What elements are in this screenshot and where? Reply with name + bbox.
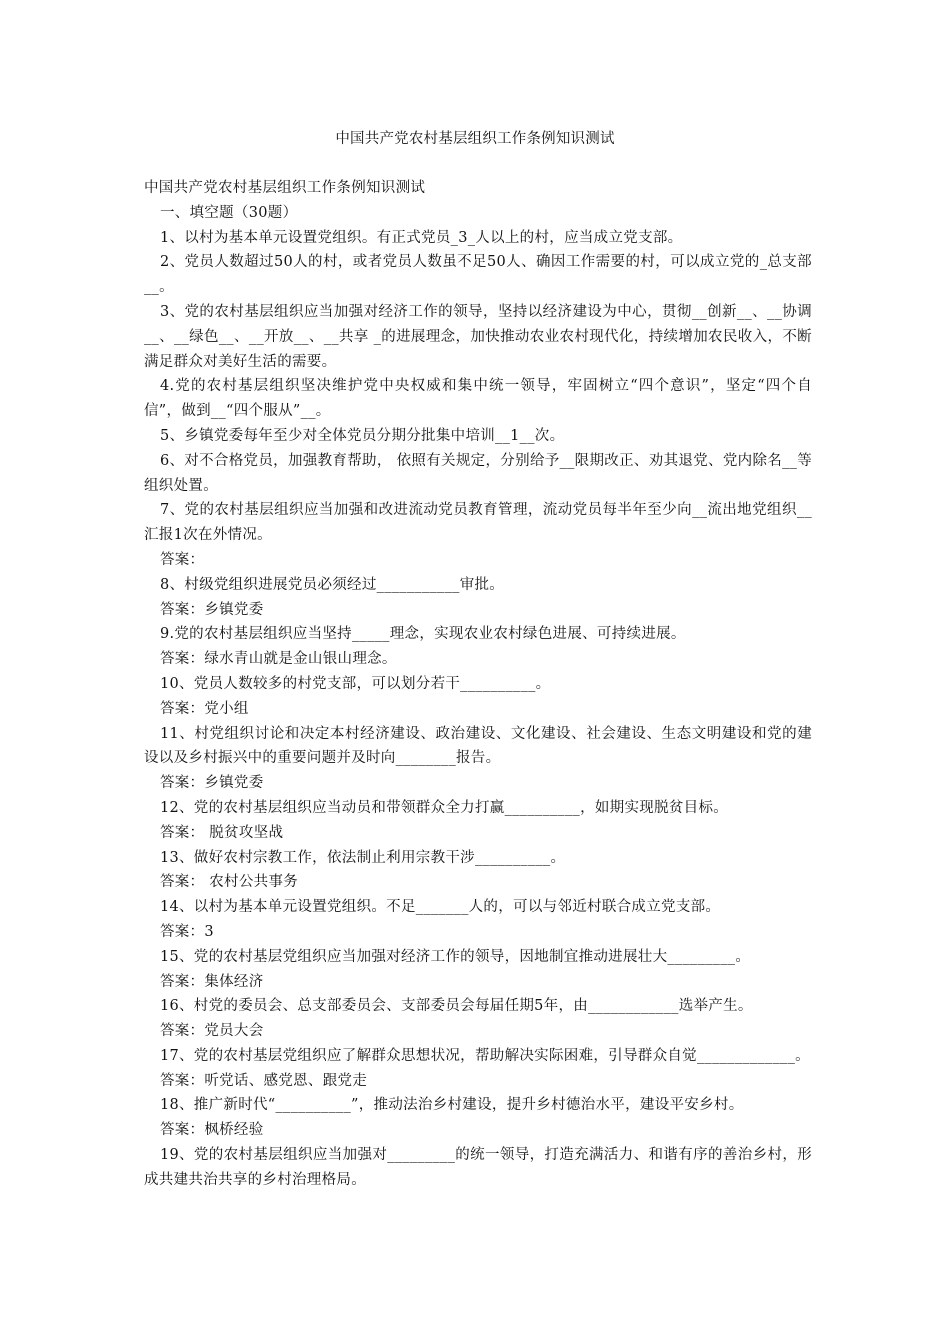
question-7: 7、党的农村基层组织应当加强和改进流动党员教育管理，流动党员每半年至少向__流出地党组织__汇报1次在外情况。 bbox=[144, 502, 812, 544]
answer-16: 答案：党员大会 bbox=[159, 1023, 264, 1040]
answer-10: 答案：党小组 bbox=[159, 700, 249, 717]
question-11: 11、村党组织讨论和决定本村经济建设、政治建设、文化建设、社会建设、生态文明建设和党的建设以及乡村振兴中的重要问题并及时向________报告。 bbox=[144, 725, 812, 767]
question-5: 5、乡镇党委每年至少对全体党员分期分批集中培训__1__次。 bbox=[159, 427, 565, 444]
question-15: 15、党的农村基层党组织应当加强对经济工作的领导，因地制宜推动进展壮大_________。 bbox=[159, 948, 751, 965]
document-body bbox=[144, 176, 812, 1193]
question-8: 8、村级党组织进展党员必须经过___________审批。 bbox=[159, 576, 505, 593]
question-18: 18、推广新时代“__________”，推动法治乡村建设，提升乡村德治水平，建设平安乡村。 bbox=[159, 1097, 744, 1114]
question-10: 10、党员人数较多的村党支部，可以划分若干__________。 bbox=[159, 675, 551, 692]
page-title: 中国共产党农村基层组织工作条例知识测试 bbox=[335, 131, 615, 147]
answer-12: 答案： 脱贫攻坚战 bbox=[159, 824, 284, 841]
answer-11: 答案：乡镇党委 bbox=[159, 775, 264, 792]
answer-14: 答案：3 bbox=[159, 923, 214, 940]
question-9: 9.党的农村基层组织应当坚持_____理念，实现农业农村绿色进展、可持续进展。 bbox=[159, 626, 686, 643]
answer-8: 答案：乡镇党委 bbox=[159, 601, 264, 618]
question-3: 3、党的农村基层组织应当加强对经济工作的领导，坚持以经济建设为中心，贯彻__创新__、__协调__、__绿色__、__开放__、__共享 _的进展理念，加快推动农业农村现代化，持续增加农民收入，不断满足群众对美好生活的需要。 bbox=[144, 303, 812, 370]
document-subtitle: 中国共产党农村基层组织工作条例知识测试 bbox=[144, 180, 426, 196]
question-2: 2、党员人数超过50人的村，或者党员人数虽不足50人、确因工作需要的村，可以成立党的_总支部__。 bbox=[144, 254, 812, 296]
answer-15: 答案：集体经济 bbox=[159, 973, 264, 990]
answer-9: 答案：绿水青山就是金山银山理念。 bbox=[159, 651, 397, 668]
answer-13: 答案： 农村公共事务 bbox=[159, 874, 299, 891]
question-6: 6、对不合格党员，加强教育帮助， 依照有关规定，分别给予__限期改正、劝其退党、党内除名__等组织处置。 bbox=[144, 452, 812, 494]
answer-7: 答案： bbox=[159, 551, 205, 568]
question-14: 14、以村为基本单元设置党组织。不足_______人的，可以与邻近村联合成立党支部。 bbox=[159, 899, 721, 916]
question-1: 1、以村为基本单元设置党组织。有正式党员_3_人以上的村，应当成立党支部。 bbox=[159, 229, 683, 246]
question-17: 17、党的农村基层党组织应了解群众思想状况，帮助解决实际困难，引导群众自觉_____________。 bbox=[159, 1047, 810, 1064]
section-heading: 一、填空题（30题） bbox=[159, 204, 298, 221]
answer-18: 答案：枫桥经验 bbox=[159, 1122, 264, 1139]
question-4: 4.党的农村基层组织坚决维护党中央权威和集中统一领导，牢固树立“四个意识”，坚定“四个自信”，做到__“四个服从”__。 bbox=[144, 378, 812, 420]
question-16: 16、村党的委员会、总支部委员会、支部委员会每届任期5年，由____________选举产生。 bbox=[159, 998, 753, 1015]
answer-17: 答案：听党话、感党恩、跟党走 bbox=[159, 1072, 368, 1089]
question-12: 12、党的农村基层组织应当动员和带领群众全力打赢__________，如期实现脱贫目标。 bbox=[159, 799, 729, 816]
question-19: 19、党的农村基层组织应当加强对_________的统一领导，打造充满活力、和谐有序的善治乡村，形成共建共治共享的乡村治理格局。 bbox=[144, 1147, 812, 1188]
question-13: 13、做好农村宗教工作，依法制止利用宗教干涉__________。 bbox=[159, 849, 566, 866]
